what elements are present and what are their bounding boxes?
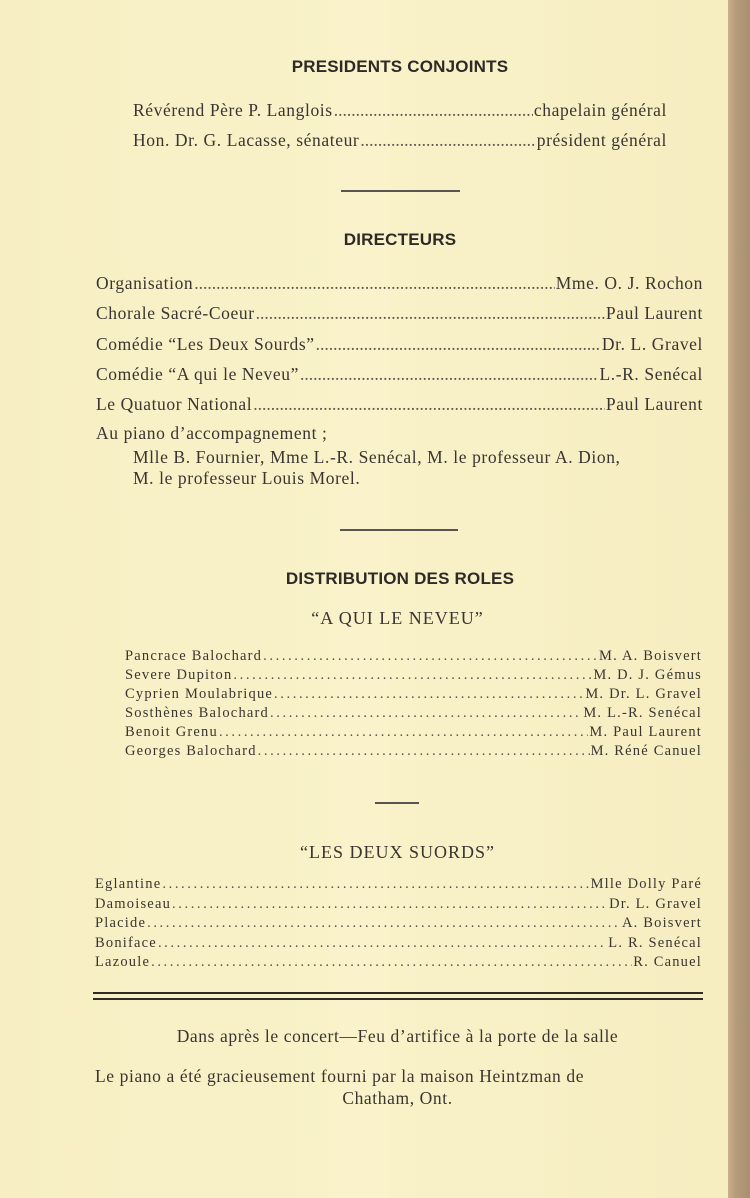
cast-actor: Mlle Dolly Paré <box>590 876 702 892</box>
cast-role: Lazoule <box>95 954 151 970</box>
director-row <box>96 303 703 324</box>
president-role: président général <box>536 130 667 150</box>
distribution-heading: DISTRIBUTION DES ROLES <box>285 569 515 588</box>
cast-actor: Dr. L. Gravel <box>609 896 702 912</box>
leader-dots <box>258 743 590 760</box>
cast-row <box>125 705 702 722</box>
leader-dots <box>172 896 608 913</box>
leader-dots <box>158 935 607 952</box>
president-name: Hon. Dr. G. Lacasse, sénateur <box>133 130 360 150</box>
president-row <box>133 130 667 151</box>
cast-row <box>95 896 702 913</box>
directeurs-heading: DIRECTEURS <box>343 230 457 249</box>
director-row <box>96 273 703 294</box>
leader-dots <box>256 303 605 324</box>
cast-row <box>125 667 702 684</box>
cast-actor: A. Boisvert <box>621 915 702 931</box>
director-row <box>96 364 703 385</box>
piano-accompanists-cont: M. le professeur Louis Morel. <box>133 468 361 488</box>
leader-dots <box>334 100 533 121</box>
leader-dots <box>263 648 598 665</box>
cast-row <box>125 648 702 665</box>
cast-actor: M. Dr. L. Gravel <box>585 686 702 702</box>
piano-accompanists: Mlle B. Fournier, Mme L.-R. Senécal, M. le professeur A. Dion, <box>133 447 621 467</box>
page-edge <box>728 0 750 1198</box>
leader-dots <box>274 686 584 703</box>
president-role: chapelain général <box>533 100 667 120</box>
cast-row <box>95 915 702 932</box>
leader-dots <box>194 273 554 294</box>
fireworks-note: Dans après le concert—Feu d’artifice à la porte de la salle <box>176 1026 619 1046</box>
cast-row <box>95 876 702 893</box>
director-name: Paul Laurent <box>605 394 703 414</box>
cast-actor: M. A. Boisvert <box>599 648 702 664</box>
director-label: Chorale Sacré-Coeur <box>96 303 255 323</box>
cast-role: Eglantine <box>95 876 162 892</box>
director-name: Dr. L. Gravel <box>601 334 703 354</box>
director-row <box>96 334 703 355</box>
cast-row <box>95 935 702 952</box>
cast-role: Severe Dupiton <box>125 667 233 683</box>
cast-actor: M. Paul Laurent <box>589 724 702 740</box>
director-name: Paul Laurent <box>605 303 703 323</box>
cast-role: Pancrace Balochard <box>125 648 263 664</box>
presidents-heading: PRESIDENTS CONJOINTS <box>291 57 509 76</box>
leader-dots <box>270 705 582 722</box>
piano-credit: Le piano a été gracieusement fourni par la maison Heintzman de <box>95 1066 585 1086</box>
cast-actor: M. D. J. Gémus <box>593 667 702 683</box>
cast-row <box>125 686 702 703</box>
leader-dots <box>253 394 605 415</box>
section-divider <box>341 190 460 192</box>
leader-dots <box>147 915 621 932</box>
piano-label: Au piano d’accompagnement ; <box>96 423 328 443</box>
director-name: L.-R. Senécal <box>599 364 703 384</box>
president-row <box>133 100 667 121</box>
cast-row <box>125 724 702 741</box>
leader-dots <box>219 724 588 741</box>
cast-row <box>125 743 702 760</box>
president-name: Révérend Père P. Langlois <box>133 100 333 120</box>
leader-dots <box>316 334 601 355</box>
leader-dots <box>233 667 592 684</box>
director-name: Mme. O. J. Rochon <box>555 273 703 293</box>
leader-dots <box>360 130 535 151</box>
cast-role: Boniface <box>95 935 157 951</box>
director-label: Le Quatuor National <box>96 394 253 414</box>
cast-actor: M. Réné Canuel <box>590 743 702 759</box>
director-row <box>96 394 703 415</box>
piano-credit-cont: Chatham, Ont. <box>342 1088 453 1108</box>
leader-dots <box>162 876 589 893</box>
cast-actor: L. R. Senécal <box>608 935 702 951</box>
director-label: Comédie “A qui le Neveu” <box>96 364 299 384</box>
cast-role: Georges Balochard <box>125 743 257 759</box>
director-label: Organisation <box>96 273 194 293</box>
play-title: “LES DEUX SUORDS” <box>300 842 495 862</box>
cast-role: Placide <box>95 915 147 931</box>
double-rule-top <box>93 992 703 994</box>
double-rule-bottom <box>93 998 703 1000</box>
section-divider <box>375 802 419 804</box>
cast-role: Benoit Grenu <box>125 724 218 740</box>
cast-role: Damoiseau <box>95 896 172 912</box>
leader-dots <box>300 364 599 385</box>
section-divider <box>340 529 458 531</box>
cast-actor: R. Canuel <box>633 954 702 970</box>
play-title: “A QUI LE NEVEU” <box>311 608 484 628</box>
cast-row <box>95 954 702 971</box>
leader-dots <box>151 954 632 971</box>
cast-actor: M. L.-R. Senécal <box>583 705 702 721</box>
director-label: Comédie “Les Deux Sourds” <box>96 334 315 354</box>
cast-role: Cyprien Moulabrique <box>125 686 274 702</box>
cast-role: Sosthènes Balochard <box>125 705 270 721</box>
